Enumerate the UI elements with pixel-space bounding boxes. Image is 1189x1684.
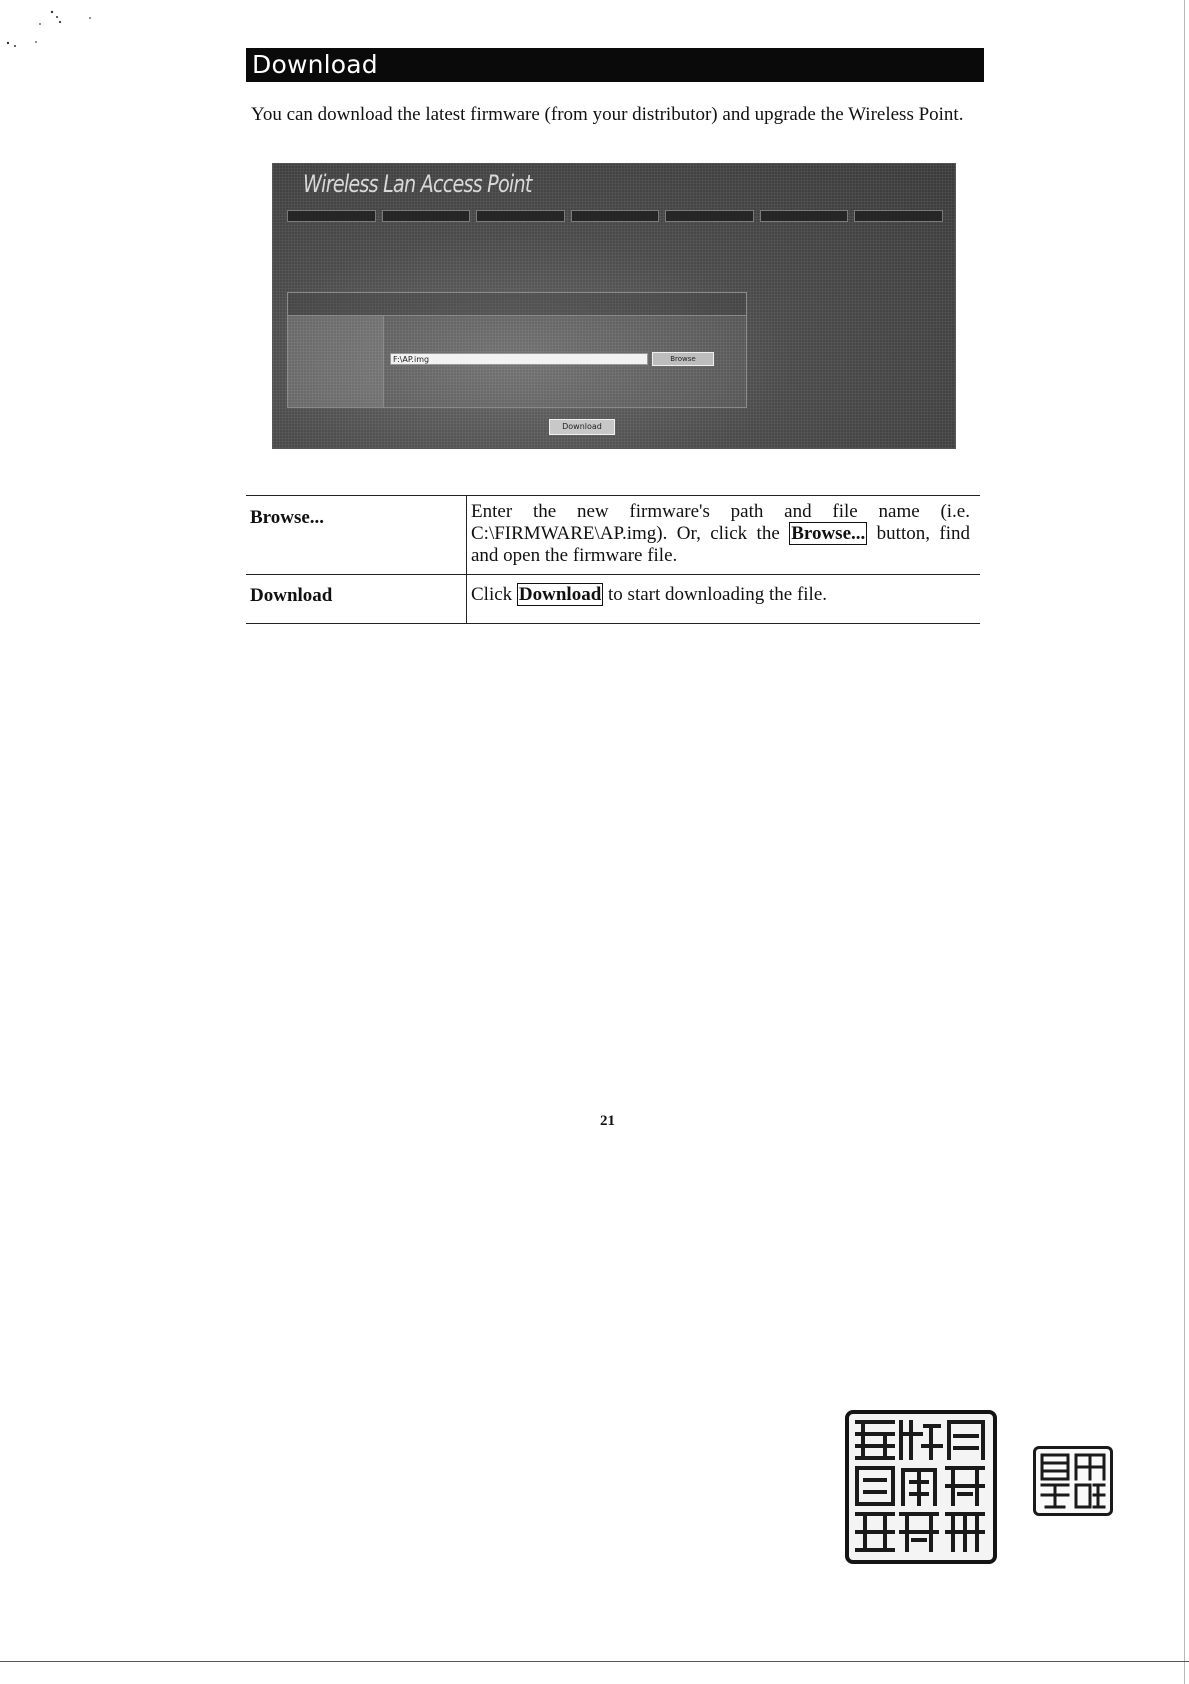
section-title-bar [246, 48, 984, 82]
download-button-reference: Download [518, 584, 602, 605]
screenshot-browse-button: Browse [652, 352, 714, 366]
screenshot-nav-item [287, 210, 376, 222]
table-row [246, 496, 980, 575]
scan-edge-right [1184, 0, 1185, 1684]
description-text: Click [471, 584, 517, 605]
screenshot-panel-label [288, 316, 384, 407]
screenshot-nav-item [760, 210, 849, 222]
section-title: Download [252, 50, 378, 79]
table-term: Browse... [246, 496, 467, 575]
description-text: Enter the new firmware's path and file name (i.e. C:\FIRMWARE\AP.img). Or, click the [471, 501, 970, 544]
download-screenshot [272, 163, 956, 449]
table-description [467, 575, 981, 624]
screenshot-nav-item [571, 210, 660, 222]
intro-paragraph: You can download the latest firmware (from your distributor) and upgrade the Wireless Point. [251, 104, 964, 125]
screenshot-panel-header [288, 293, 746, 316]
description-text: to start downloading the file. [603, 584, 828, 605]
screenshot-nav-item [854, 210, 943, 222]
screenshot-file-input: F:\AP.img [390, 353, 648, 365]
screenshot-nav-item [382, 210, 471, 222]
screenshot-nav-item [665, 210, 754, 222]
screenshot-title: Wireless Lan Access Point [303, 170, 532, 198]
seal-glyphs-large [849, 1414, 993, 1560]
screenshot-nav-bar [287, 210, 943, 222]
screenshot-nav-item [476, 210, 565, 222]
personal-seal-stamp [1033, 1446, 1113, 1516]
seal-glyphs-small [1036, 1449, 1110, 1513]
page-number: 21 [600, 1113, 615, 1129]
screenshot-download-button: Download [549, 419, 615, 435]
scan-edge-bottom [0, 1661, 1189, 1662]
table-row [246, 575, 980, 624]
company-seal-stamp [845, 1410, 997, 1564]
scan-specks [0, 0, 110, 60]
parameter-table [246, 495, 980, 624]
screenshot-download-panel [287, 292, 747, 408]
table-term: Download [246, 575, 467, 624]
description-text: button, find and open the firmware file. [471, 523, 970, 566]
table-description [467, 496, 981, 575]
browse-button-reference: Browse... [791, 523, 866, 544]
